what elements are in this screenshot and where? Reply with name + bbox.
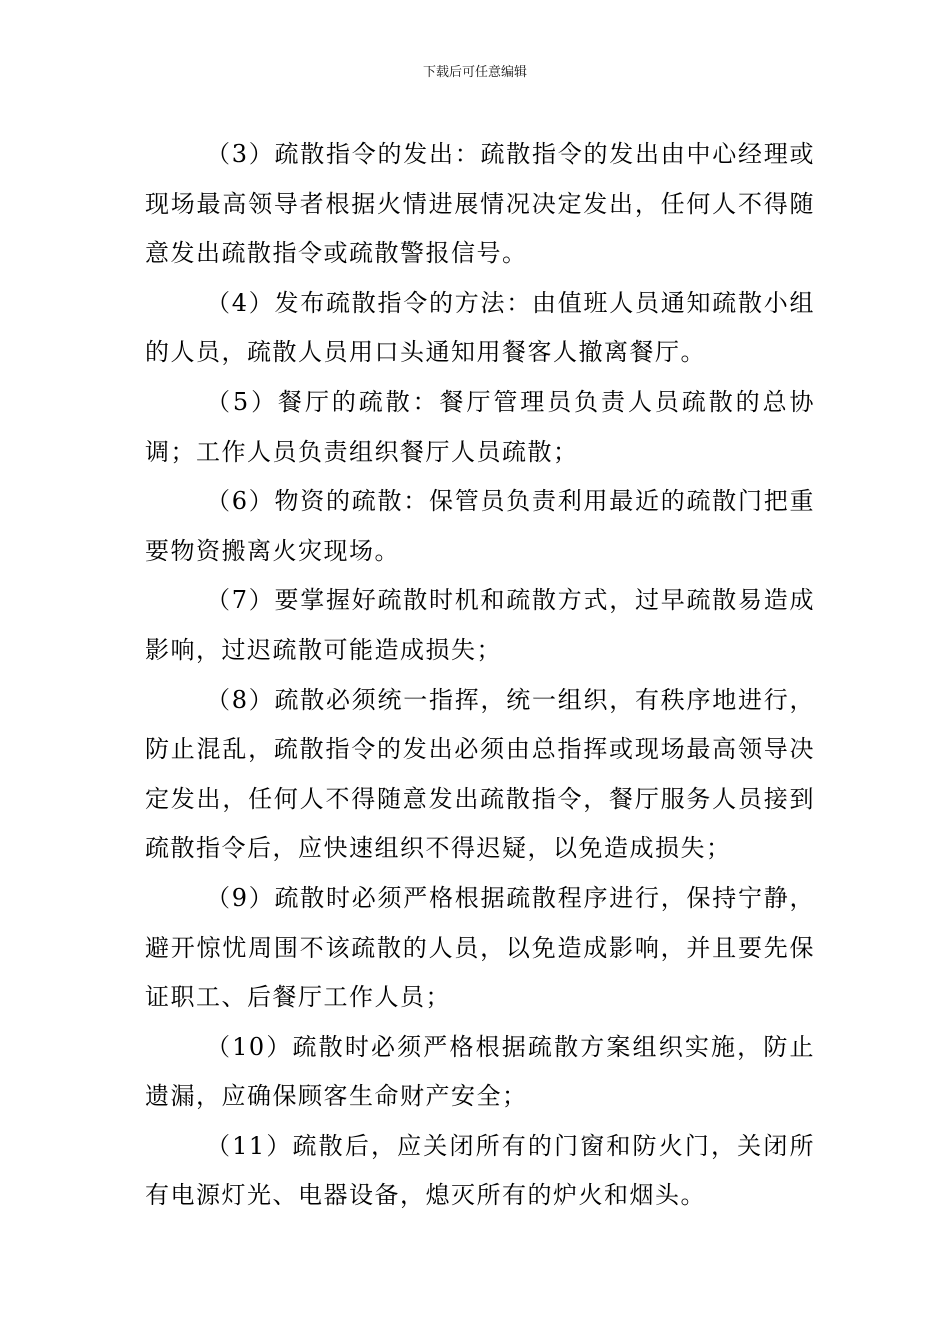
paragraph-after-evacuation: （11）疏散后，应关闭所有的门窗和防火门，关闭所有电源灯光、电器设备，熄灭所有的炉火和烟头。 [145, 1131, 815, 1210]
paragraph-evacuation-timing: （7）要掌握好疏散时机和疏散方式，过早疏散易造成影响，过迟疏散可能造成损失； [145, 586, 815, 664]
document-body [145, 130, 815, 1221]
paragraph-restaurant-evacuation: （5）餐厅的疏散：餐厅管理员负责人员疏散的总协调；工作人员负责组织餐厅人员疏散； [145, 387, 815, 466]
page-header: 下载后可任意编辑 [422, 65, 527, 80]
paragraph-unified-command: （8）疏散必须统一指挥，统一组织，有秩序地进行，防止混乱，疏散指令的发出必须由总指挥或现场最高领导决定发出，任何人不得随意发出疏散指令，餐厅服务人员接到疏散指令后，应快速组织不得迟疑，以免造成损失； [145, 685, 815, 863]
paragraph-evacuation-procedure: （9）疏散时必须严格根据疏散程序进行，保持宁静，避开惊忧周围不该疏散的人员，以免造成影响，并且要先保证职工、后餐厅工作人员； [145, 883, 815, 1012]
paragraph-evacuation-order-issuing: （3）疏散指令的发出：疏散指令的发出由中心经理或现场最高领导者根据火情进展情况决定发出，任何人不得随意发出疏散指令或疏散警报信号。 [145, 140, 815, 268]
paragraph-evacuation-order-method: （4）发布疏散指令的方法：由值班人员通知疏散小组的人员，疏散人员用口头通知用餐客人撤离餐厅。 [145, 288, 815, 367]
paragraph-materials-evacuation: （6）物资的疏散：保管员负责利用最近的疏散门把重要物资搬离火灾现场。 [145, 487, 815, 565]
paragraph-evacuation-plan: （10）疏散时必须严格根据疏散方案组织实施，防止遗漏，应确保顾客生命财产安全； [145, 1032, 815, 1111]
